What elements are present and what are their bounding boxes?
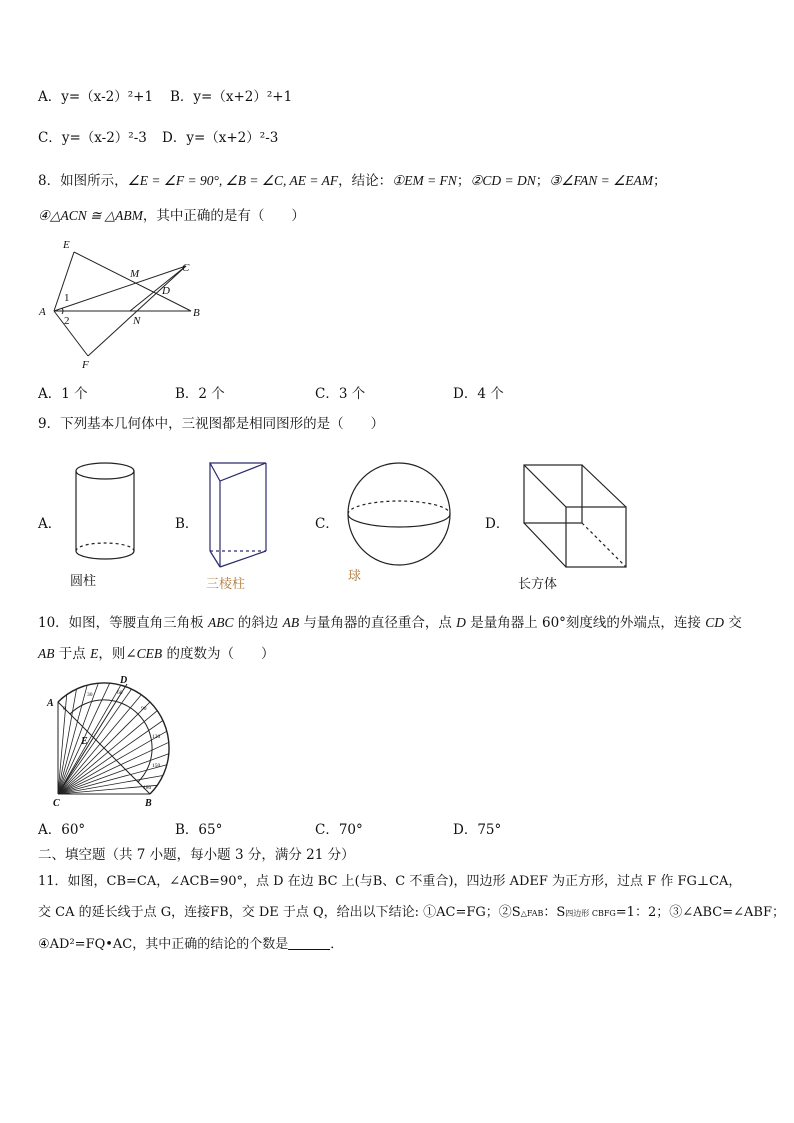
- q8-conclusion-4: ④△ACN ≅ △ABM: [38, 208, 143, 223]
- q10-label-a: A: [47, 698, 54, 709]
- q7-option-c: C．y=（x-2）²-3: [38, 130, 147, 146]
- q9-caption-prism: 三棱柱: [206, 576, 246, 591]
- q9-option-c-label: C．: [315, 516, 339, 532]
- q8-conclusion-3: ③∠FAN = ∠EAM: [549, 173, 653, 188]
- q8-option-b: B．2 个: [175, 386, 225, 402]
- q7-option-d: D．y=（x+2）²-3: [162, 130, 279, 146]
- q8-label-f: F: [82, 359, 89, 371]
- q10-protractor-figure: [44, 672, 179, 810]
- q10-tick-30: 30: [87, 692, 93, 698]
- q8-option-c: C．3 个: [315, 386, 366, 402]
- q7-option-a: A．y=（x-2）²+1: [38, 89, 154, 105]
- q8-label-n: N: [133, 315, 141, 327]
- q8-label-angle1: 1: [64, 292, 70, 304]
- q10-option-d: D．75°: [453, 822, 502, 838]
- q10-tick-150: 150: [152, 763, 161, 769]
- q10-option-c: C．70°: [315, 822, 363, 838]
- q8-label-b: B: [193, 307, 200, 319]
- q10-tick-90: 90: [141, 706, 147, 712]
- q9-caption-cylinder: 圆柱: [70, 573, 97, 588]
- q8-option-d: D．4 个: [453, 386, 504, 402]
- q10-tick-60: 60: [117, 690, 123, 696]
- q8-conclusion-2: ②CD = DN: [470, 173, 536, 188]
- q10-tick-180: 180: [143, 785, 152, 791]
- q8-figure: [36, 238, 211, 370]
- q8-label-d: D: [162, 285, 170, 297]
- q10-stem-line1: 10．如图，等腰直角三角板 ABC 的斜边 AB 与量角器的直径重合，点 D 是量角器上 60°刻度线的外端点，连接 CD 交: [38, 615, 742, 631]
- q9-caption-sphere: 球: [348, 568, 362, 583]
- q11-stem-line1: 11．如图，CB=CA，∠ACB=90°，点 D 在边 BC 上(与B、C 不重合)，四边形 ADEF 为正方形，过点 F 作 FG⊥CA，: [38, 874, 742, 889]
- q8-intro: 8．如图所示，: [38, 173, 128, 189]
- q8-conclusion-1: ①EM = FN: [392, 173, 457, 188]
- q9-option-d-label: D．: [485, 516, 510, 532]
- sphere-figure: [346, 461, 452, 567]
- q10-option-a: A．60°: [38, 822, 86, 838]
- q9-stem: 9．下列基本几何体中，三视图都是相同图形的是（ ）: [38, 416, 385, 432]
- q8-option-a: A．1 个: [38, 386, 88, 402]
- q10-label-d: D: [120, 675, 128, 686]
- q8-label-angle2: 2: [64, 315, 70, 327]
- q10-option-b: B．65°: [175, 822, 223, 838]
- q8-conclusion-label: ，结论：: [338, 173, 393, 189]
- q11-stem-line2: 交 CA 的延长线于点 G，连接FB，交 DE 于点 Q，给出以下结论: ①AC=FG；②S△FAB：S四边形 CBFG=1：2；③∠ABC=∠ABF；: [38, 905, 785, 920]
- section-heading-fill-in: 二、填空题（共 7 小题，每小题 3 分，满分 21 分）: [38, 847, 355, 863]
- cylinder-figure: [72, 461, 138, 565]
- q8-label-e: E: [63, 239, 70, 251]
- q10-tick-120: 120: [152, 734, 161, 740]
- q9-option-a-label: A．: [38, 516, 62, 532]
- q10-label-e: E: [81, 736, 88, 747]
- q8-stem-line1: 8．如图所示，∠E = ∠F = 90°, ∠B = ∠C, AE = AF，结论：①EM = FN；②CD = DN；③∠FAN = ∠EAM；: [38, 173, 667, 189]
- q8-label-c: C: [182, 262, 190, 274]
- triangular-prism-figure: [206, 459, 270, 571]
- q10-label-c: C: [53, 798, 60, 809]
- q10-stem-line2: AB 于点 E，则∠CEB 的度数为（ ）: [38, 646, 275, 662]
- q11-answer-blank[interactable]: [288, 935, 330, 950]
- q8-label-a: A: [39, 306, 46, 318]
- cuboid-figure: [520, 461, 630, 573]
- q8-conditions: ∠E = ∠F = 90°, ∠B = ∠C, AE = AF: [127, 173, 339, 188]
- q9-option-b-label: B．: [175, 516, 199, 532]
- q8-stem-line2: ④△ACN ≅ △ABM，其中正确的是有（ ）: [38, 208, 305, 224]
- q10-label-b: B: [145, 798, 152, 809]
- q8-label-m: M: [130, 268, 140, 280]
- q10-tick-0: 0: [63, 706, 66, 712]
- q7-option-b: B．y=（x+2）²+1: [170, 89, 293, 105]
- q9-caption-cuboid: 长方体: [518, 576, 558, 591]
- q11-stem-line3: ④AD²=FQ•AC，其中正确的结论的个数是 ．: [38, 937, 344, 952]
